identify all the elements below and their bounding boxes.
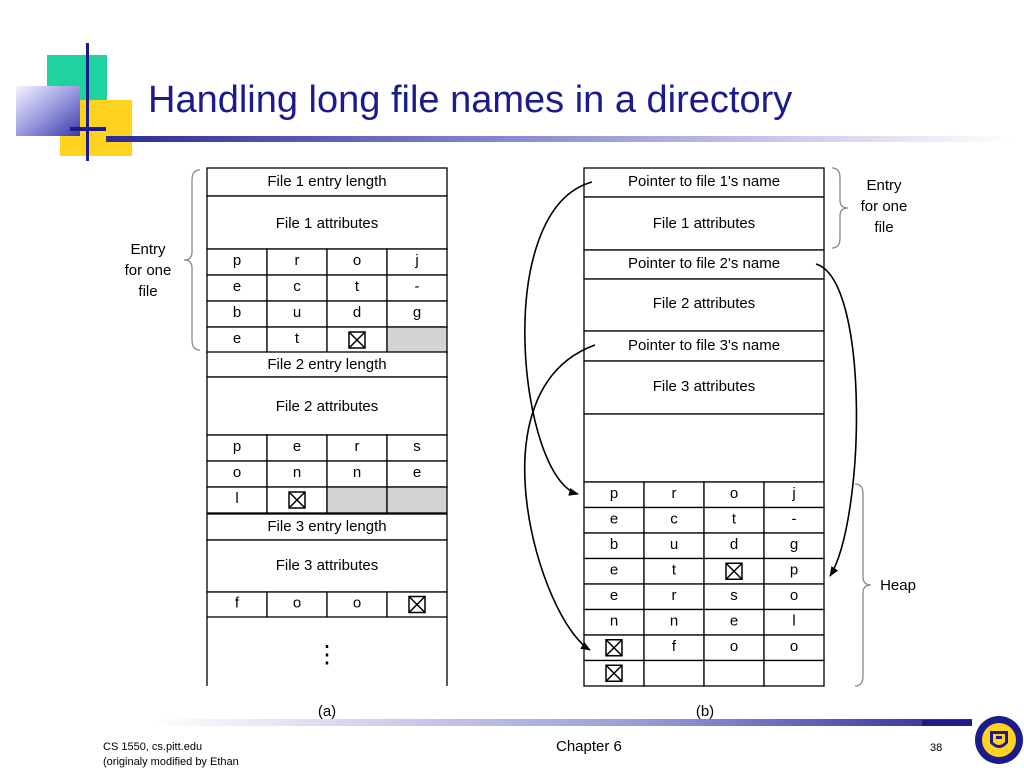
caption-b: (b): [695, 702, 715, 720]
entry-label-a-line3: file: [138, 282, 158, 300]
entry-label-a-line2: for one: [124, 261, 172, 279]
file1-name-char: t: [294, 329, 300, 347]
file1-name-char: -: [414, 277, 420, 295]
file1-name-char: r: [294, 251, 300, 269]
file2-attributes-b-label: File 2 attributes: [652, 294, 756, 312]
footer-course: [103, 740, 239, 770]
caption-a: (a): [317, 702, 337, 720]
heap-char: p: [789, 561, 799, 579]
heap-char: j: [792, 484, 796, 502]
file1-entry-length-label: File 1 entry length: [267, 172, 387, 190]
entry-label-b-line2: for one: [860, 197, 908, 215]
heap-char: -: [791, 510, 797, 528]
file2-name-char: l: [235, 489, 239, 507]
file1-attributes-b-label: File 1 attributes: [652, 214, 756, 232]
brace-heap: [855, 484, 871, 686]
heap-char: l: [792, 612, 796, 630]
figure-a: [125, 168, 447, 720]
heap-char: t: [731, 510, 737, 528]
heap-char: t: [671, 561, 677, 579]
file3-entry-length-label: File 3 entry length: [267, 517, 387, 535]
file2-name-char: n: [352, 463, 362, 481]
arrow-file1-name: [525, 182, 592, 494]
file3-attributes-label: File 3 attributes: [275, 556, 379, 574]
heap-cell: [644, 661, 704, 687]
file2-name-cell: [327, 487, 387, 513]
heap-char: e: [609, 586, 619, 604]
heap-char: o: [729, 484, 739, 502]
ellipsis: ⋮: [315, 641, 339, 669]
heap-char: o: [729, 637, 739, 655]
heap-char: d: [729, 535, 739, 553]
heap-char: n: [669, 612, 679, 630]
file2-name-char: o: [232, 463, 242, 481]
brace-entry-a: [184, 170, 200, 350]
heap-char: o: [789, 586, 799, 604]
file2-entry-length-label: File 2 entry length: [267, 355, 387, 373]
file1-name-char: c: [293, 277, 301, 295]
file2-name-char: e: [292, 437, 302, 455]
ptr-file1-label: Pointer to file 1's name: [627, 172, 781, 190]
heap-char: s: [730, 586, 738, 604]
file1-name-char: e: [232, 277, 242, 295]
heap-char: e: [609, 561, 619, 579]
footer-course-line2: (originaly modified by Ethan: [103, 756, 239, 768]
heap-char: e: [609, 510, 619, 528]
heap-char: p: [609, 484, 619, 502]
slide-title: Handling long file names in a directory: [148, 79, 793, 121]
file1-name-char: e: [232, 329, 242, 347]
entry-label-b-line1: Entry: [866, 176, 902, 194]
heap-char: o: [789, 637, 799, 655]
file2-attributes-label: File 2 attributes: [275, 397, 379, 415]
file3-attributes-b-label: File 3 attributes: [652, 377, 756, 395]
file1-attributes-label: File 1 attributes: [275, 214, 379, 232]
unused-space: [584, 414, 824, 482]
file2-name-char: n: [292, 463, 302, 481]
file2-name-char: s: [413, 437, 421, 455]
footer-course-line1: CS 1550, cs.pitt.edu: [103, 741, 203, 753]
heap-cell: [704, 661, 764, 687]
ptr-file2-label: Pointer to file 2's name: [627, 254, 781, 272]
heap-char: b: [609, 535, 619, 553]
file1-name-cell: [387, 327, 447, 353]
heap-char: c: [670, 510, 678, 528]
file3-name-char: f: [234, 594, 240, 612]
brace-entry-b: [832, 168, 848, 248]
heap-char: e: [729, 612, 739, 630]
file1-name-char: u: [292, 303, 302, 321]
file2-name-char: r: [354, 437, 360, 455]
file3-name-char: o: [292, 594, 302, 612]
entry-label-a-line1: Entry: [130, 240, 166, 258]
file1-name-char: b: [232, 303, 242, 321]
file2-name-char: e: [412, 463, 422, 481]
footer-chapter: Chapter 6: [556, 738, 622, 755]
figure-b: [584, 168, 916, 720]
heap-char: r: [671, 586, 677, 604]
university-seal-logo: [974, 713, 1024, 768]
heap-char: g: [789, 535, 799, 553]
file1-name-char: t: [354, 277, 360, 295]
file1-name-char: p: [232, 251, 242, 269]
file1-name-char: g: [412, 303, 422, 321]
file2-name-cell: [387, 487, 447, 513]
heap-char: f: [671, 637, 677, 655]
heap-label: Heap: [880, 576, 916, 594]
page-number: 38: [930, 742, 943, 754]
entry-label-b-line3: file: [874, 218, 894, 236]
file1-name-char: o: [352, 251, 362, 269]
heap-char: u: [669, 535, 679, 553]
file3-name-char: o: [352, 594, 362, 612]
ptr-file3-label: Pointer to file 3's name: [627, 336, 781, 354]
file1-name-char: j: [415, 251, 419, 269]
heap-cell: [764, 661, 824, 687]
heap-char: n: [609, 612, 619, 630]
heap-char: r: [671, 484, 677, 502]
file1-name-char: d: [352, 303, 362, 321]
file2-name-char: p: [232, 437, 242, 455]
